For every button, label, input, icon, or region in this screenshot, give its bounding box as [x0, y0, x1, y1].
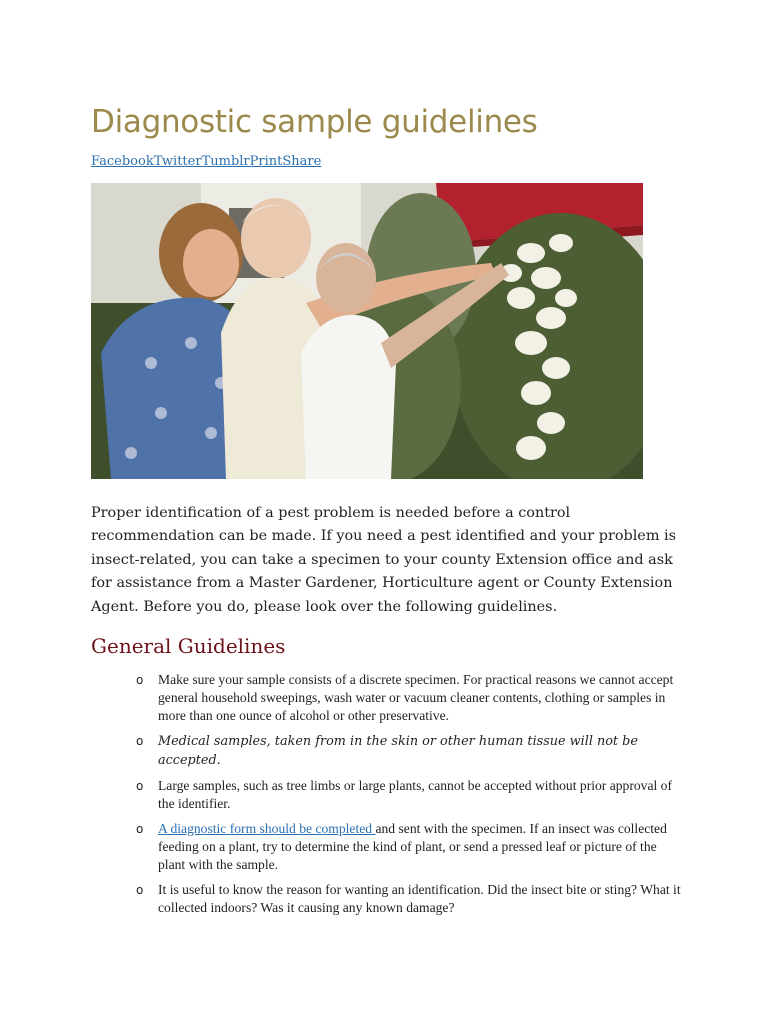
list-item	[91, 777, 681, 813]
intro-paragraph: Proper identification of a pest problem is needed before a control recommendation can be made. If you need a pest identified and your problem is insect-related, you can take a specimen to your county Extension office and ask for assistance from a Master Gardener, Horticulture agent or County Extension Agent. Before you do, please look over the following guidelines.	[91, 505, 677, 615]
list-item	[91, 671, 681, 725]
guideline-text: Medical samples, taken from in the skin or other human tissue will not be accepted.	[158, 734, 638, 768]
list-item	[91, 820, 681, 874]
list-item	[91, 881, 681, 917]
bullet-icon: o	[136, 822, 144, 836]
page-title: Diagnostic sample guidelines	[91, 104, 538, 140]
bullet-icon: o	[136, 734, 144, 748]
diagnostic-form-link[interactable]: A diagnostic form should be completed	[158, 821, 376, 836]
guidelines-list	[91, 671, 681, 924]
print-link[interactable]: Print	[249, 154, 283, 169]
guideline-text: Make sure your sample consists of a discrete specimen. For practical reasons we cannot accept general household sweepings, wash water or vacuum cleaner contents, clothing or samples in more than one ounce of alcohol or other preservative.	[158, 672, 674, 723]
twitter-link[interactable]: Twitter	[153, 154, 202, 169]
share-link[interactable]: Share	[282, 154, 322, 169]
hero-photo-illustration	[91, 183, 643, 479]
hero-image	[91, 183, 643, 479]
guideline-text: Large samples, such as tree limbs or large plants, cannot be accepted without prior approval of the identifier.	[158, 778, 673, 811]
facebook-link[interactable]: Facebook	[91, 154, 154, 169]
tumblr-link[interactable]: Tumblr	[201, 154, 250, 169]
section-title-general-guidelines: General Guidelines	[91, 634, 286, 658]
guideline-text: and sent with the specimen. If an insect was collected feeding on a plant, try to determine the kind of plant, or send a pressed leaf or picture of the plant with the sample.	[158, 821, 667, 872]
share-links	[91, 154, 321, 169]
bullet-icon: o	[136, 883, 144, 897]
bullet-icon: o	[136, 779, 144, 793]
guideline-text: It is useful to know the reason for wanting an identification. Did the insect bite or sting? What it collected indoors? Was it causing any known damage?	[158, 882, 681, 915]
bullet-icon: o	[136, 673, 144, 687]
list-item	[91, 732, 681, 770]
